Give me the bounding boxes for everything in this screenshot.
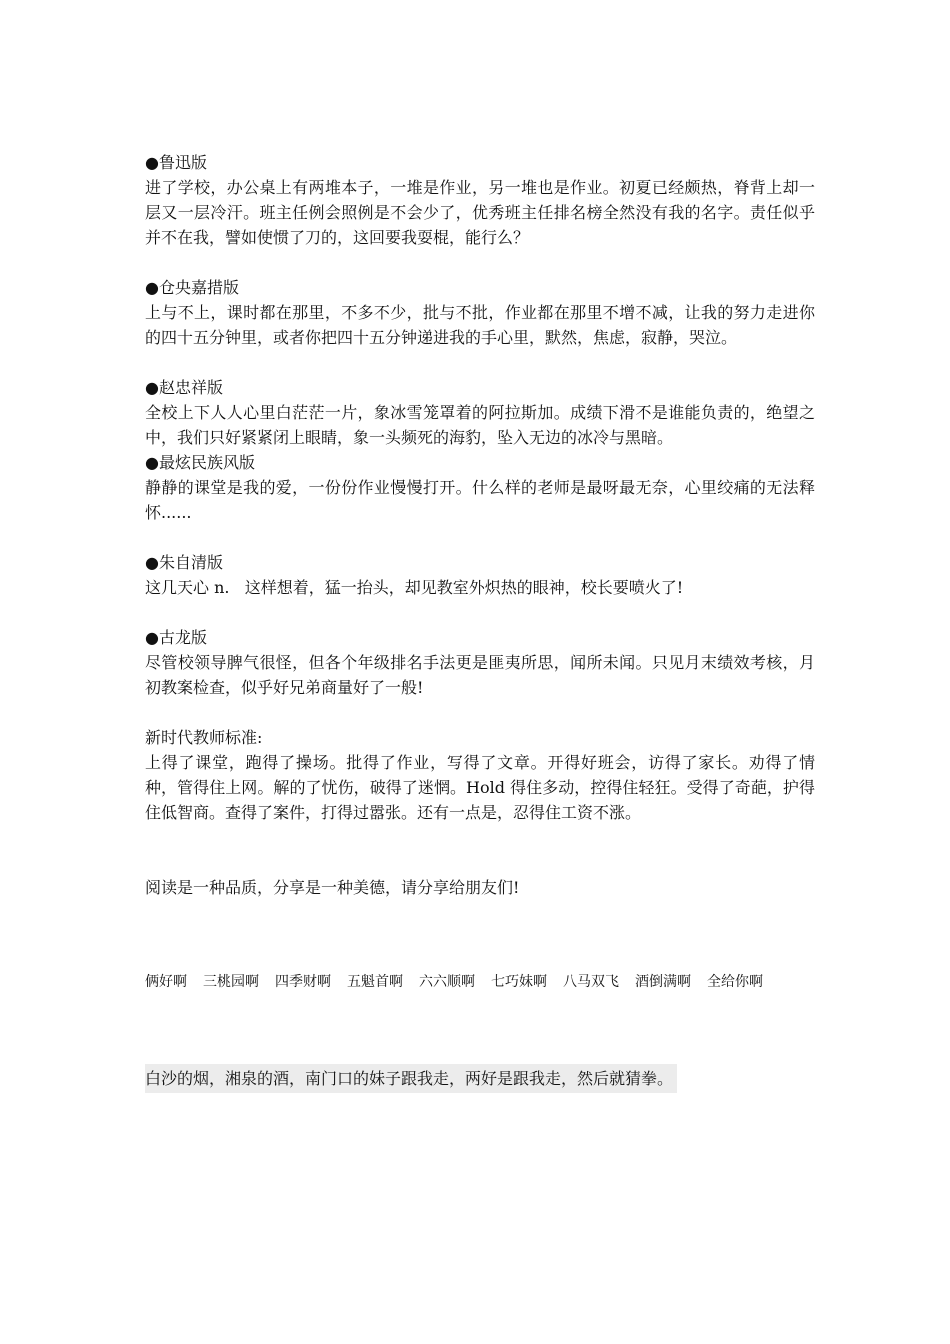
- rhyme-item: 全给你啊: [707, 974, 763, 990]
- section-heading: ●鲁迅版: [145, 153, 207, 172]
- section-heading: ●朱自清版: [145, 553, 223, 572]
- section-heading: ●古龙版: [145, 628, 207, 647]
- section-text: 上与不上，课时都在那里，不多不少，批与不批，作业都在那里不增不减，让我的努力走进你的四十五分钟里，或者你把四十五分钟递进我的手心里，默然，焦虑，寂静，哭泣。: [145, 303, 815, 347]
- rhyme-item: 七巧妹啊: [491, 974, 547, 990]
- section-zhaozhongxiang: [145, 375, 815, 450]
- section-heading: ●赵忠祥版: [145, 378, 223, 397]
- section-text: 上得了课堂，跑得了操场。批得了作业，写得了文章。开得好班会，访得了家长。劝得了情种，管得住上网。解的了忧伤，破得了迷惘。Hold 得住多动，控得住轻狂。受得了奇葩，护得住低智商。查得了案件，打得过嚣张。还有一点是，忍得住工资不涨。: [145, 753, 815, 822]
- rhyme-item: 三桃园啊: [203, 974, 259, 990]
- section-cangyang: [145, 275, 815, 350]
- section-gulong: [145, 625, 815, 700]
- section-text: 这几天心 n. 这样想着，猛一抬头，却见教室外炽热的眼神，校长要喷火了!: [145, 578, 684, 597]
- rhyme-item: 俩好啊: [145, 974, 187, 990]
- number-rhyme: [145, 970, 815, 994]
- section-heading: 新时代教师标准:: [145, 728, 263, 747]
- section-text: 进了学校，办公桌上有两堆本子，一堆是作业，另一堆也是作业。初夏已经颇热，脊背上却一层又一层冷汗。班主任例会照例是不会少了，优秀班主任排名榜全然没有我的名字。责任似乎并不在我，譬如使惯了刀的，这回要我耍棍，能行么？: [145, 178, 815, 247]
- rhyme-item: 酒倒满啊: [635, 974, 691, 990]
- section-heading: ●仓央嘉措版: [145, 278, 239, 297]
- section-text: 静静的课堂是我的爱，一份份作业慢慢打开。什么样的老师是最呀最无奈，心里绞痛的无法释怀......: [145, 478, 815, 522]
- section-zhuziqing: [145, 550, 815, 600]
- section-teacher-standard: [145, 725, 815, 825]
- section-text: 尽管校领导脾气很怪，但各个年级排名手法更是匪夷所思，闻所未闻。只见月末绩效考核，月初教案检查，似乎好兄弟商量好了一般!: [145, 653, 815, 697]
- final-highlighted-line: 白沙的烟，湘泉的酒，南门口的妹子跟我走，两好是跟我走，然后就猜拳。: [145, 1064, 677, 1093]
- section-text: 全校上下人人心里白茫茫一片，象冰雪笼罩着的阿拉斯加。成绩下滑不是谁能负责的，绝望之中，我们只好紧紧闭上眼睛，象一头频死的海豹，坠入无边的冰冷与黑暗。: [145, 403, 815, 447]
- document-page: [145, 150, 815, 1093]
- section-heading: ●最炫民族风版: [145, 453, 255, 472]
- rhyme-item: 八马双飞: [563, 974, 619, 990]
- rhyme-item: 六六顺啊: [419, 974, 475, 990]
- closing-line: 阅读是一种品质，分享是一种美德，请分享给朋友们!: [145, 878, 520, 897]
- rhyme-item: 四季财啊: [275, 974, 331, 990]
- section-luxun: [145, 150, 815, 250]
- section-minzufeng: [145, 450, 815, 525]
- rhyme-item: 五魁首啊: [347, 974, 403, 990]
